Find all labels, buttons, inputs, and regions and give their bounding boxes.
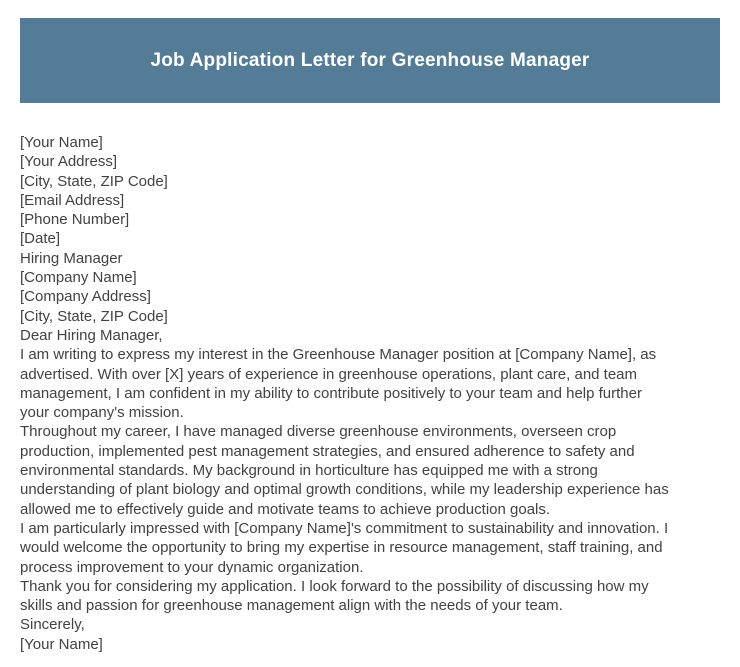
letter-line: advertised. With over [X] years of experience in greenhouse operations, plant care, and team	[20, 365, 638, 383]
letter-line: skills and passion for greenhouse management align with the needs of your team.	[20, 597, 563, 615]
letter-line: [Company Name]	[20, 269, 137, 287]
letter-line: Dear Hiring Manager,	[20, 326, 163, 344]
letter-line: [Phone Number]	[20, 211, 130, 229]
letter-line: [Date]	[20, 230, 61, 248]
letter-line: process improvement to your dynamic organization.	[20, 558, 364, 576]
letter-line: [Company Address]	[20, 288, 151, 306]
letter-line: Thank you for considering my application. I look forward to the possibility of discussing how my	[20, 577, 649, 595]
letter-line: Throughout my career, I have managed diverse greenhouse environments, overseen crop	[20, 423, 617, 441]
page-title: Job Application Letter for Greenhouse Manager	[150, 49, 590, 71]
letter-line: [Email Address]	[20, 191, 125, 209]
letter-body	[20, 133, 725, 654]
letter-line: your company's mission.	[20, 404, 184, 422]
letter-line: environmental standards. My background in horticulture has equipped me with a strong	[20, 462, 598, 480]
letter-line: understanding of plant biology and optimal growth conditions, while my leadership experience has	[20, 481, 669, 499]
letter-line: would welcome the opportunity to bring my expertise in resource management, staff training, and	[20, 539, 663, 557]
letter-line: allowed me to effectively guide and motivate teams to achieve production goals.	[20, 500, 551, 518]
letter-line: management, I am confident in my ability to contribute positively to your team and help further	[20, 384, 642, 402]
letter-line: [City, State, ZIP Code]	[20, 307, 168, 325]
letter-line: Sincerely,	[20, 616, 85, 634]
letter-line: I am writing to express my interest in the Greenhouse Manager position at [Company Name], as	[20, 346, 657, 364]
letter-line: [Your Name]	[20, 635, 103, 653]
letter-line: [Your Name]	[20, 134, 103, 151]
letter-line: Hiring Manager	[20, 249, 123, 267]
letter-line: [City, State, ZIP Code]	[20, 172, 168, 190]
letter-line: [Your Address]	[20, 153, 118, 171]
letter-title-banner	[20, 18, 720, 103]
letter-line: production, implemented pest management strategies, and ensured adherence to safety and	[20, 442, 635, 460]
letter-line: I am particularly impressed with [Company Name]'s commitment to sustainability and innovation. I	[20, 519, 669, 537]
